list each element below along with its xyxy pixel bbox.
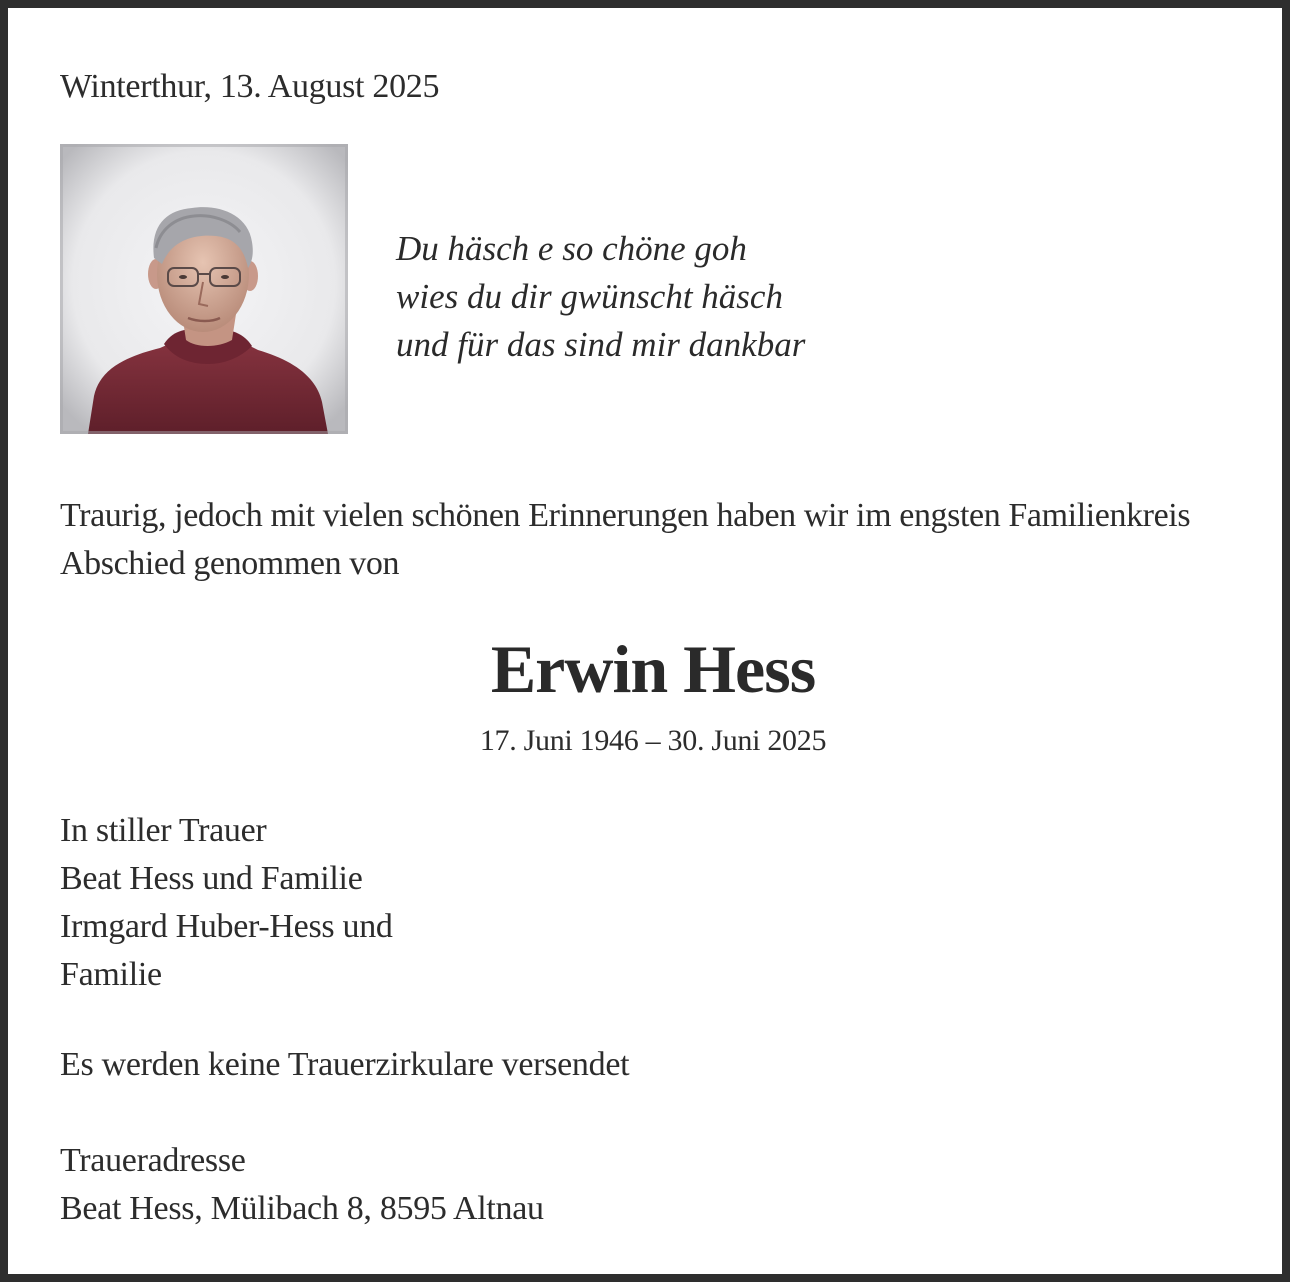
intro-line: Abschied genommen von xyxy=(60,545,400,582)
deceased-name: Erwin Hess xyxy=(490,631,816,707)
mourner-line: In stiller Trauer xyxy=(60,812,267,849)
address-label: Traueradresse xyxy=(60,1142,246,1179)
intro-text xyxy=(60,492,1190,588)
mourners-list xyxy=(60,807,393,999)
memorial-verse xyxy=(396,225,805,369)
mourner-line: Beat Hess und Familie xyxy=(60,860,363,897)
circular-notice: Es werden keine Trauerzirkulare versendet xyxy=(60,1046,630,1083)
mourner-line: Familie xyxy=(60,956,162,993)
intro-line: Traurig, jedoch mit vielen schönen Erinnerungen haben wir im engsten Familienkreis xyxy=(60,497,1191,534)
address-value: Beat Hess, Mülibach 8, 8595 Altnau xyxy=(60,1190,544,1227)
mourner-line: Irmgard Huber-Hess und xyxy=(60,908,393,945)
mourning-address xyxy=(60,1137,544,1233)
verse-line: Du häsch e so chöne goh xyxy=(396,229,747,268)
verse-line: und für das sind mir dankbar xyxy=(396,325,806,364)
place-and-date: Winterthur, 13. August 2025 xyxy=(60,68,440,105)
portrait-photo-icon xyxy=(60,144,348,434)
portrait-photo xyxy=(60,144,348,434)
verse-line: wies du dir gwünscht häsch xyxy=(396,277,783,316)
life-dates: 17. Juni 1946 – 30. Juni 2025 xyxy=(479,724,827,757)
